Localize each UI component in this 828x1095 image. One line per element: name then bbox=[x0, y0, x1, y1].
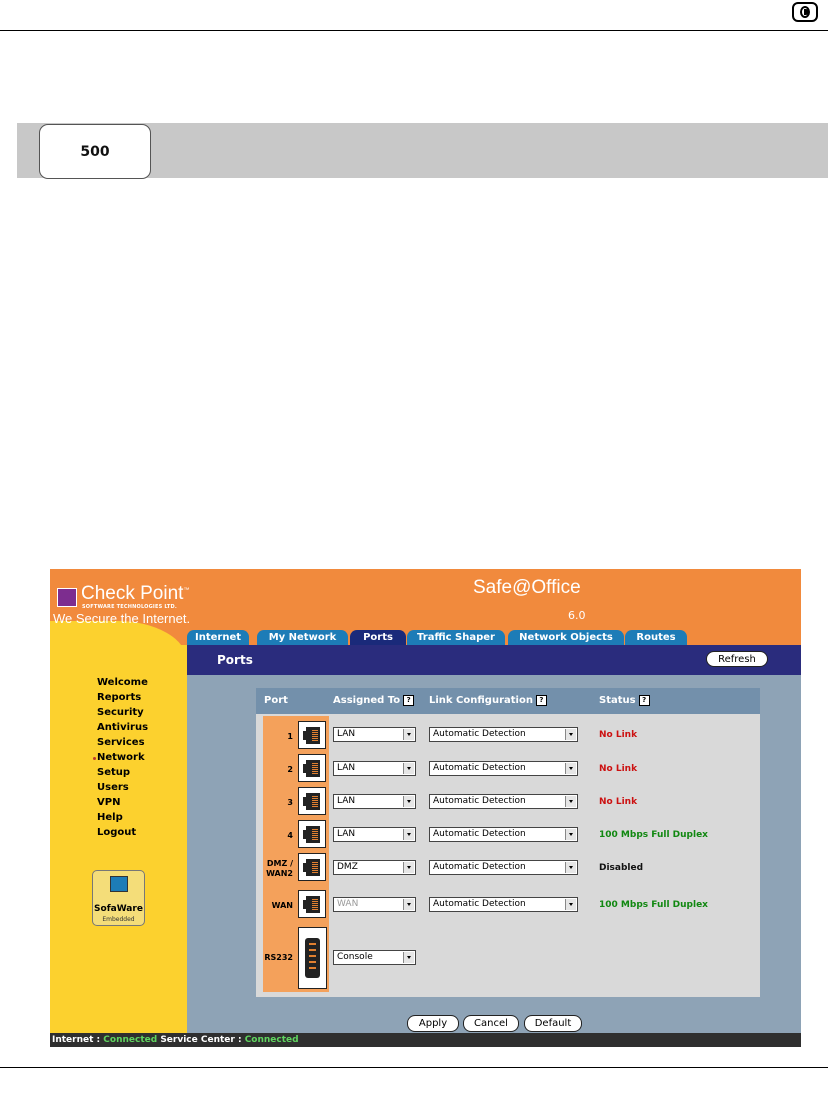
link-config-value: Automatic Detection bbox=[433, 729, 526, 739]
internet-status-label: Internet : bbox=[52, 1035, 104, 1045]
port-label: RS232 bbox=[264, 953, 293, 962]
nav-logout[interactable]: Logout bbox=[97, 827, 137, 838]
nav-reports[interactable]: Reports bbox=[97, 692, 142, 703]
assigned-to-value: WAN bbox=[337, 899, 359, 909]
chevron-down-icon bbox=[403, 899, 414, 910]
assigned-to-value: DMZ bbox=[337, 862, 358, 872]
col-header-port: Port bbox=[264, 695, 288, 706]
link-config-select[interactable] bbox=[429, 761, 578, 776]
refresh-button[interactable]: Refresh bbox=[706, 651, 768, 667]
ethernet-port-icon bbox=[298, 754, 326, 782]
chevron-down-icon bbox=[565, 763, 576, 774]
brand-slogan: We Secure the Internet. bbox=[53, 611, 191, 626]
chevron-down-icon bbox=[403, 862, 414, 873]
tab-ports[interactable]: Ports bbox=[350, 630, 406, 645]
chevron-down-icon bbox=[565, 796, 576, 807]
sofaware-monitor-icon bbox=[110, 876, 128, 892]
serial-port-icon bbox=[298, 927, 327, 989]
link-config-select[interactable] bbox=[429, 860, 578, 875]
port-status: 100 Mbps Full Duplex bbox=[599, 830, 708, 840]
checkpoint-logo-icon bbox=[57, 588, 77, 607]
app-title: Safe@Office bbox=[473, 577, 581, 598]
tab-network-objects[interactable]: Network Objects bbox=[508, 630, 624, 645]
tab-my-network[interactable]: My Network bbox=[257, 630, 348, 645]
ethernet-port-icon bbox=[298, 787, 326, 815]
nav-setup[interactable]: Setup bbox=[97, 767, 131, 778]
link-config-select[interactable] bbox=[429, 727, 578, 742]
ethernet-port-icon bbox=[298, 890, 326, 918]
assigned-to-value: LAN bbox=[337, 763, 356, 773]
chevron-down-icon bbox=[565, 899, 576, 910]
ethernet-port-icon bbox=[298, 853, 326, 881]
ports-table-body bbox=[256, 714, 760, 997]
assigned-to-select[interactable] bbox=[333, 950, 416, 965]
link-config-value: Automatic Detection bbox=[433, 796, 526, 806]
assigned-to-value: LAN bbox=[337, 729, 356, 739]
col-header-status: Status bbox=[599, 695, 636, 706]
app-version: 6.0 bbox=[568, 609, 586, 622]
brand-name: Check Point bbox=[81, 583, 184, 604]
service-center-label: Service Center : bbox=[160, 1035, 245, 1045]
help-icon[interactable]: ? bbox=[536, 695, 547, 706]
nav-welcome[interactable]: Welcome bbox=[97, 677, 148, 688]
ethernet-port-icon bbox=[298, 820, 326, 848]
port-label: 1 bbox=[287, 732, 293, 741]
link-config-select[interactable] bbox=[429, 897, 578, 912]
link-config-select[interactable] bbox=[429, 827, 578, 842]
chevron-down-icon bbox=[565, 829, 576, 840]
port-label: 2 bbox=[287, 765, 293, 774]
port-label: 4 bbox=[287, 831, 293, 840]
nav-antivirus[interactable]: Antivirus bbox=[97, 722, 149, 733]
sofaware-embedded: Embedded bbox=[102, 916, 135, 923]
nav-help[interactable]: Help bbox=[97, 812, 123, 823]
chevron-down-icon bbox=[565, 862, 576, 873]
col-header-link: Link Configuration bbox=[429, 695, 533, 706]
sofaware-badge bbox=[92, 870, 145, 926]
port-label: WAN bbox=[271, 901, 293, 910]
chevron-down-icon bbox=[403, 729, 414, 740]
cancel-button[interactable]: Cancel bbox=[463, 1015, 519, 1032]
assigned-to-select[interactable] bbox=[333, 761, 416, 776]
help-icon[interactable]: ? bbox=[403, 695, 414, 706]
col-header-assigned: Assigned To bbox=[333, 695, 401, 706]
tab-traffic-shaper[interactable]: Traffic Shaper bbox=[407, 630, 505, 645]
nav-network[interactable] bbox=[97, 752, 145, 763]
chevron-down-icon bbox=[403, 829, 414, 840]
chevron-down-icon bbox=[403, 952, 414, 963]
brand-subtitle: SOFTWARE TECHNOLOGIES LTD. bbox=[82, 604, 177, 610]
safe-office-screenshot bbox=[50, 569, 801, 1047]
link-config-value: Automatic Detection bbox=[433, 899, 526, 909]
document-logo-icon bbox=[792, 2, 818, 22]
ethernet-port-icon bbox=[298, 721, 326, 749]
assigned-to-value: LAN bbox=[337, 829, 356, 839]
port-status: No Link bbox=[599, 764, 638, 774]
active-indicator-icon bbox=[93, 757, 96, 760]
nav-security[interactable]: Security bbox=[97, 707, 144, 718]
top-rule bbox=[0, 30, 828, 31]
assigned-to-value: Console bbox=[337, 952, 373, 962]
port-label: 3 bbox=[287, 798, 293, 807]
nav-users[interactable]: Users bbox=[97, 782, 129, 793]
sofaware-name: SofaWare bbox=[94, 904, 143, 914]
port-status: Disabled bbox=[599, 863, 644, 873]
help-icon[interactable]: ? bbox=[639, 695, 650, 706]
assigned-to-select[interactable] bbox=[333, 827, 416, 842]
tab-internet[interactable]: Internet bbox=[187, 630, 249, 645]
link-config-value: Automatic Detection bbox=[433, 829, 526, 839]
chevron-down-icon bbox=[403, 763, 414, 774]
apply-button[interactable]: Apply bbox=[407, 1015, 459, 1032]
link-config-value: Automatic Detection bbox=[433, 763, 526, 773]
connection-status-bar bbox=[50, 1033, 801, 1047]
internet-status-value: Connected bbox=[103, 1035, 158, 1045]
chevron-down-icon bbox=[565, 729, 576, 740]
port-status: No Link bbox=[599, 730, 638, 740]
assigned-to-select[interactable] bbox=[333, 860, 416, 875]
service-center-value: Connected bbox=[244, 1035, 299, 1045]
chevron-down-icon bbox=[403, 796, 414, 807]
port-status: No Link bbox=[599, 797, 638, 807]
bottom-rule bbox=[0, 1067, 828, 1068]
link-config-select[interactable] bbox=[429, 794, 578, 809]
default-button[interactable]: Default bbox=[524, 1015, 582, 1032]
assigned-to-select[interactable] bbox=[333, 794, 416, 809]
port-status: 100 Mbps Full Duplex bbox=[599, 900, 708, 910]
assigned-to-select[interactable] bbox=[333, 727, 416, 742]
assigned-to-value: LAN bbox=[337, 796, 356, 806]
brand-tm: ™ bbox=[183, 587, 190, 594]
page-title: Ports bbox=[217, 653, 253, 667]
link-config-value: Automatic Detection bbox=[433, 862, 526, 872]
nav-vpn[interactable]: VPN bbox=[97, 797, 121, 808]
nav-services[interactable]: Services bbox=[97, 737, 145, 748]
tab-routes[interactable]: Routes bbox=[625, 630, 687, 645]
model-tab: 500 bbox=[39, 124, 151, 179]
port-label: DMZ / WAN2 bbox=[266, 859, 293, 878]
assigned-to-select bbox=[333, 897, 416, 912]
sidebar bbox=[50, 645, 187, 1033]
nav-network-label: Network bbox=[97, 752, 145, 763]
